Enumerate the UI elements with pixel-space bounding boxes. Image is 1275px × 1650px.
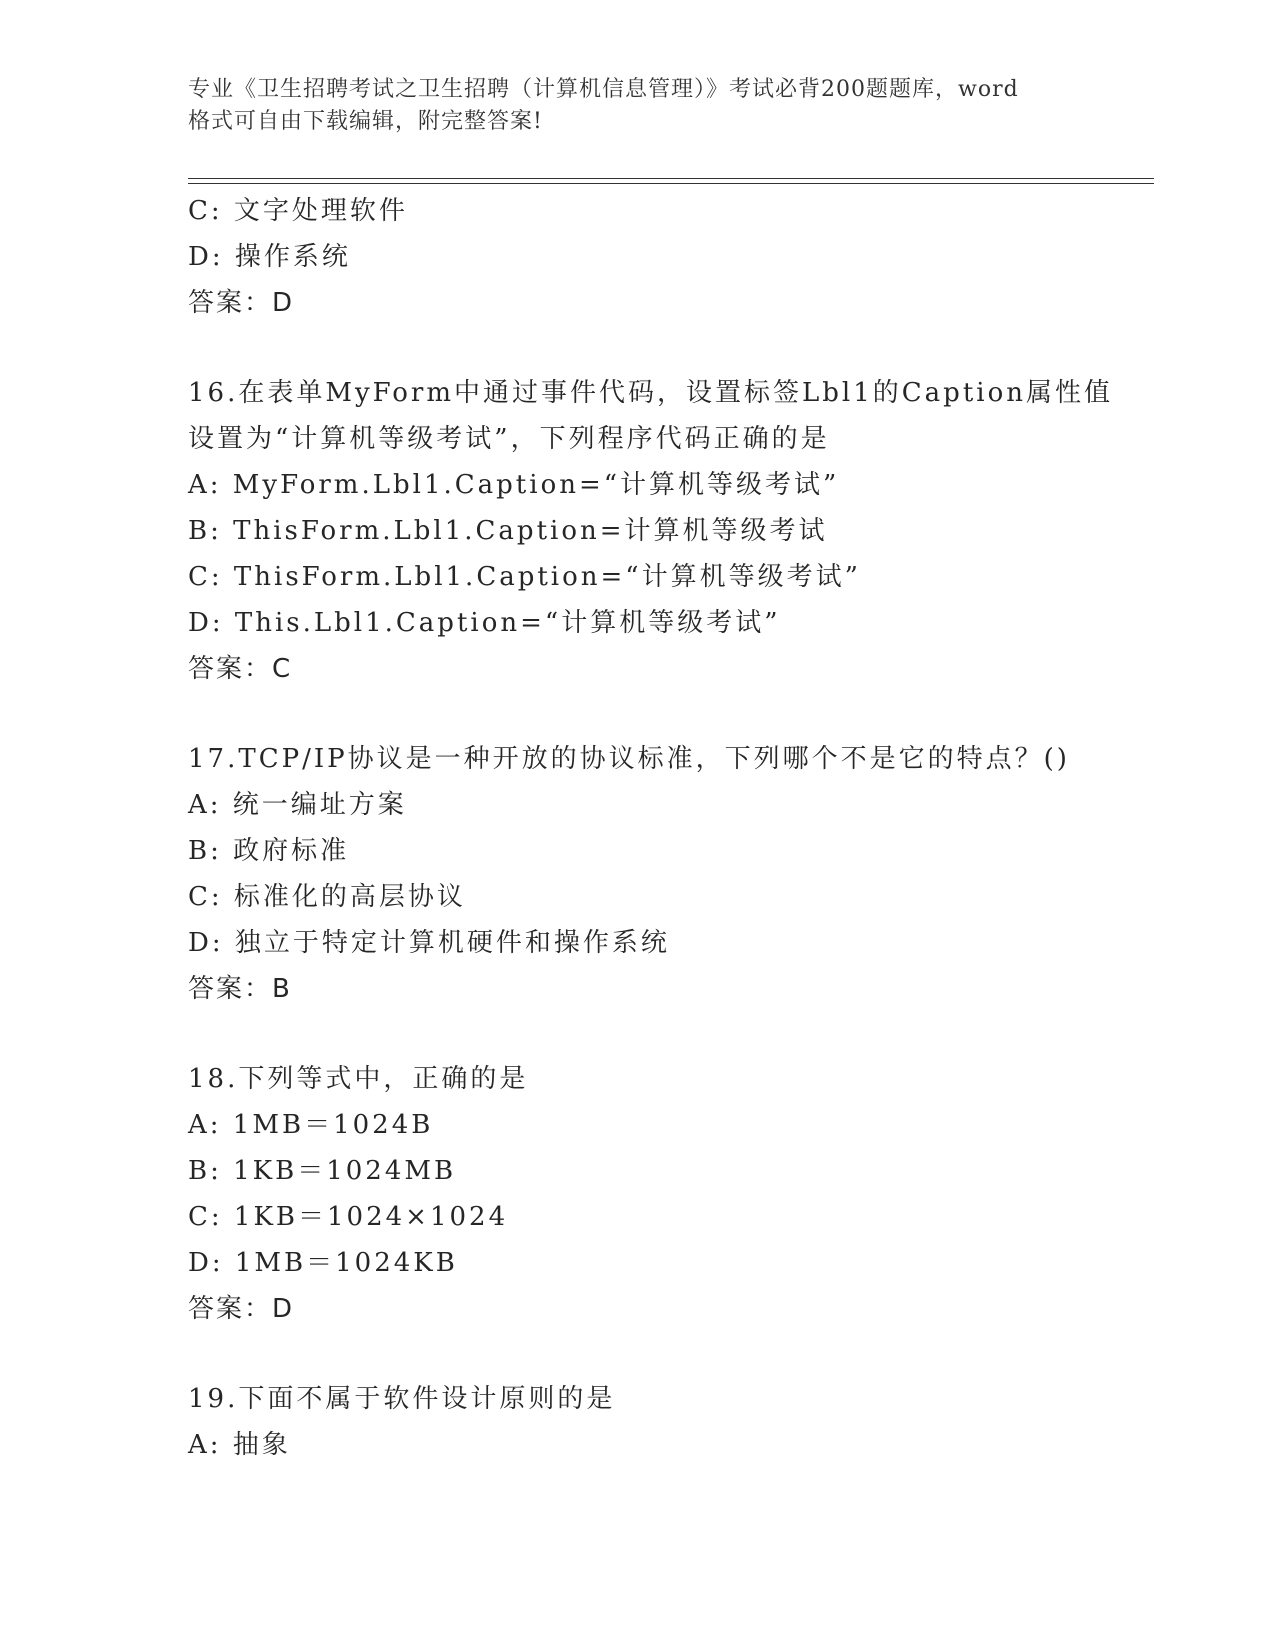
q16-option-a: A: MyForm.Lbl1.Caption=“计算机等级考试” <box>188 470 840 500</box>
q18-stem: 18.下列等式中，正确的是 <box>188 1064 529 1094</box>
q16-option-b: B: ThisForm.Lbl1.Caption=计算机等级考试 <box>188 516 828 546</box>
question-spacer <box>188 326 1148 370</box>
q15-option-c: C: 文字处理软件 <box>188 196 408 226</box>
q17-option-b: B: 政府标准 <box>188 836 350 866</box>
q15-answer: 答案：D <box>188 288 295 318</box>
header-divider-top <box>188 178 1154 179</box>
header-title-line-2: 格式可自由下载编辑，附完整答案! <box>188 109 543 134</box>
q17-option-a: A: 统一编址方案 <box>188 790 407 820</box>
q18-option-c: C: 1KB＝1024×1024 <box>188 1202 509 1232</box>
question-18 <box>188 1056 1148 1332</box>
q17-option-c: C: 标准化的高层协议 <box>188 882 466 912</box>
question-spacer <box>188 1332 1148 1376</box>
question-17 <box>188 736 1148 1012</box>
question-spacer <box>188 1012 1148 1056</box>
q16-answer: 答案：C <box>188 654 293 684</box>
q17-stem: 17.TCP/IP协议是一种开放的协议标准，下列哪个不是它的特点？() <box>188 744 1070 774</box>
question-16 <box>188 370 1148 692</box>
q16-stem-line-2: 设置为“计算机等级考试”，下列程序代码正确的是 <box>188 424 830 454</box>
question-list <box>188 188 1148 1468</box>
question-15-tail <box>188 188 1148 326</box>
q18-option-b: B: 1KB＝1024MB <box>188 1156 457 1186</box>
question-19 <box>188 1376 1148 1468</box>
q17-option-d: D: 独立于特定计算机硬件和操作系统 <box>188 928 670 958</box>
document-header <box>188 74 1088 138</box>
header-title-line-1: 专业《卫生招聘考试之卫生招聘（计算机信息管理）》考试必背200题题库，word <box>188 77 1019 102</box>
q16-option-c: C: ThisForm.Lbl1.Caption=“计算机等级考试” <box>188 562 861 592</box>
q18-option-a: A: 1MB＝1024B <box>188 1110 434 1140</box>
q16-stem-line-1: 16.在表单MyForm中通过事件代码，设置标签Lbl1的Caption属性值 <box>188 378 1113 408</box>
q18-answer: 答案：D <box>188 1294 295 1324</box>
question-spacer <box>188 692 1148 736</box>
q17-answer: 答案：B <box>188 974 292 1004</box>
q19-stem: 19.下面不属于软件设计原则的是 <box>188 1384 616 1414</box>
q19-option-a: A: 抽象 <box>188 1430 291 1460</box>
header-divider-bottom <box>188 183 1154 184</box>
q16-option-d: D: This.Lbl1.Caption=“计算机等级考试” <box>188 608 781 638</box>
q15-option-d: D: 操作系统 <box>188 242 351 272</box>
q18-option-d: D: 1MB＝1024KB <box>188 1248 458 1278</box>
